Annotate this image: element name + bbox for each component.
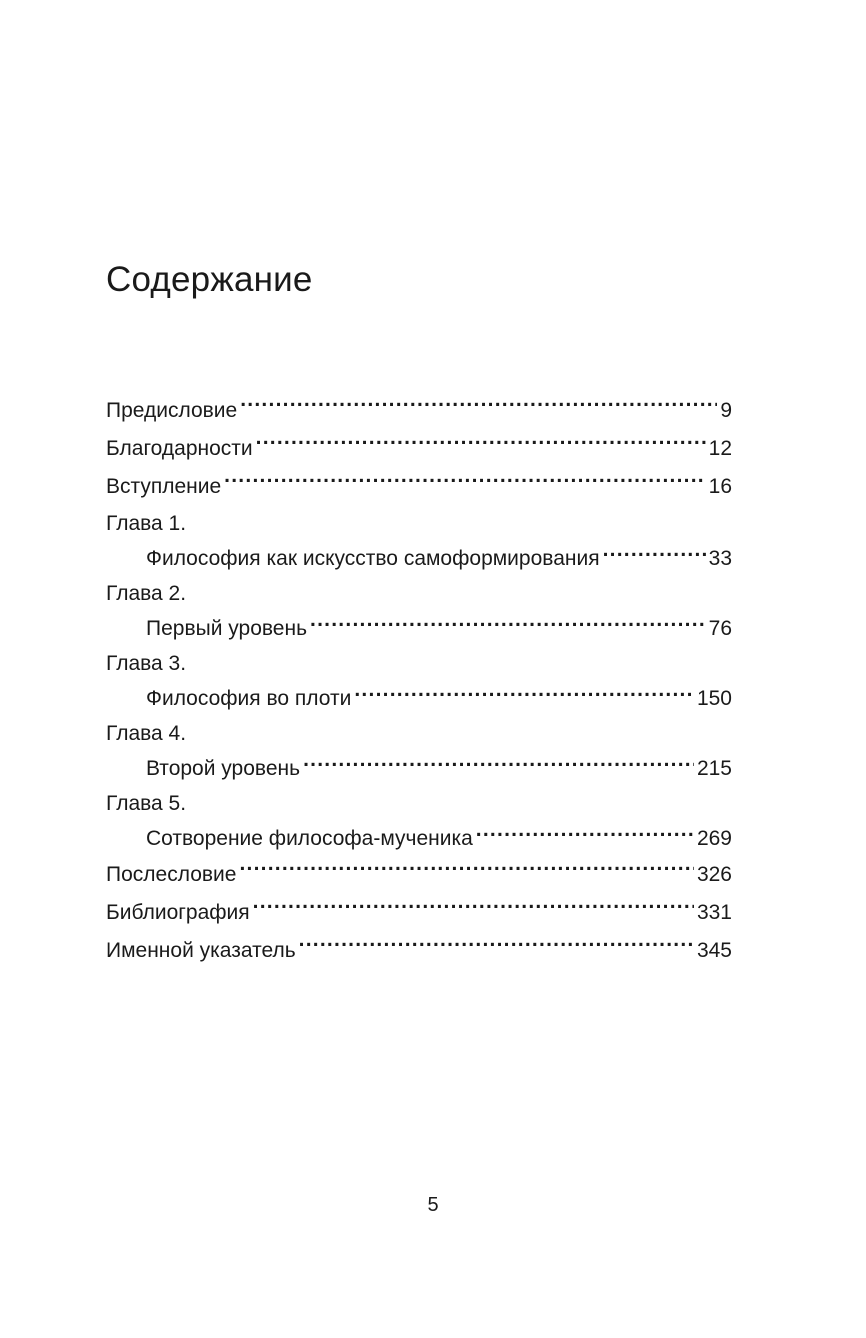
dot-leader [310, 614, 706, 635]
toc-entry-chapter-4[interactable] [106, 751, 732, 786]
dot-leader [299, 936, 694, 957]
chapter-heading-1: Глава 1. [106, 512, 187, 535]
toc-entry-label: Именной указатель [106, 939, 296, 962]
toc-entry-name-index[interactable] [106, 932, 732, 970]
toc-entry-chapter-3[interactable] [106, 681, 732, 716]
dot-leader [476, 824, 694, 845]
toc-entry-page: 345 [696, 939, 732, 962]
toc-entry-page: 326 [696, 863, 732, 886]
toc-entry-label: Сотворение философа-мученика [146, 827, 473, 850]
dot-leader [253, 898, 694, 919]
dot-leader [224, 472, 705, 493]
toc-entry-page: 33 [708, 547, 732, 570]
toc-entry-page: 76 [708, 617, 732, 640]
toc-entry-page: 150 [696, 687, 732, 710]
toc-entry-label: Благодарности [106, 437, 253, 460]
toc-entry-label: Философия как искусство самоформирования [146, 547, 600, 570]
chapter-heading-4: Глава 4. [106, 722, 187, 745]
dot-leader [354, 684, 694, 705]
toc-entry-acknowledgements[interactable] [106, 430, 732, 468]
toc-entry-label: Вступление [106, 475, 222, 498]
toc-entry-page: 16 [708, 475, 732, 498]
dot-leader [603, 544, 706, 565]
toc-entry-page: 215 [696, 757, 732, 780]
toc-entry-page: 9 [720, 399, 732, 422]
toc-entry-label: Предисловие [106, 399, 238, 422]
dot-leader [256, 434, 706, 455]
toc-entry-label: Библиография [106, 901, 250, 924]
toc-entry-bibliography[interactable] [106, 894, 732, 932]
toc-entry-chapter-2[interactable] [106, 611, 732, 646]
toc-entry-page: 331 [696, 901, 732, 924]
chapter-heading-2: Глава 2. [106, 582, 187, 605]
toc-entry-page: 269 [696, 827, 732, 850]
toc-entry-label: Первый уровень [146, 617, 308, 640]
toc-entry-page: 12 [708, 437, 732, 460]
chapter-heading-3: Глава 3. [106, 652, 187, 675]
dot-leader [240, 396, 717, 417]
dot-leader [303, 754, 694, 775]
toc-entry-introduction[interactable] [106, 468, 732, 506]
table-of-contents [106, 392, 732, 970]
dot-leader [239, 860, 694, 881]
toc-entry-chapter-5[interactable] [106, 821, 732, 856]
toc-entry-label: Философия во плоти [146, 687, 352, 710]
toc-entry-preface[interactable] [106, 392, 732, 430]
toc-entry-chapter-1[interactable] [106, 541, 732, 576]
chapter-heading-5: Глава 5. [106, 792, 187, 815]
page-number: 5 [427, 1194, 439, 1216]
page-title: Содержание [106, 260, 313, 299]
toc-entry-afterword[interactable] [106, 856, 732, 894]
toc-entry-label: Послесловие [106, 863, 237, 886]
toc-entry-label: Второй уровень [146, 757, 301, 780]
